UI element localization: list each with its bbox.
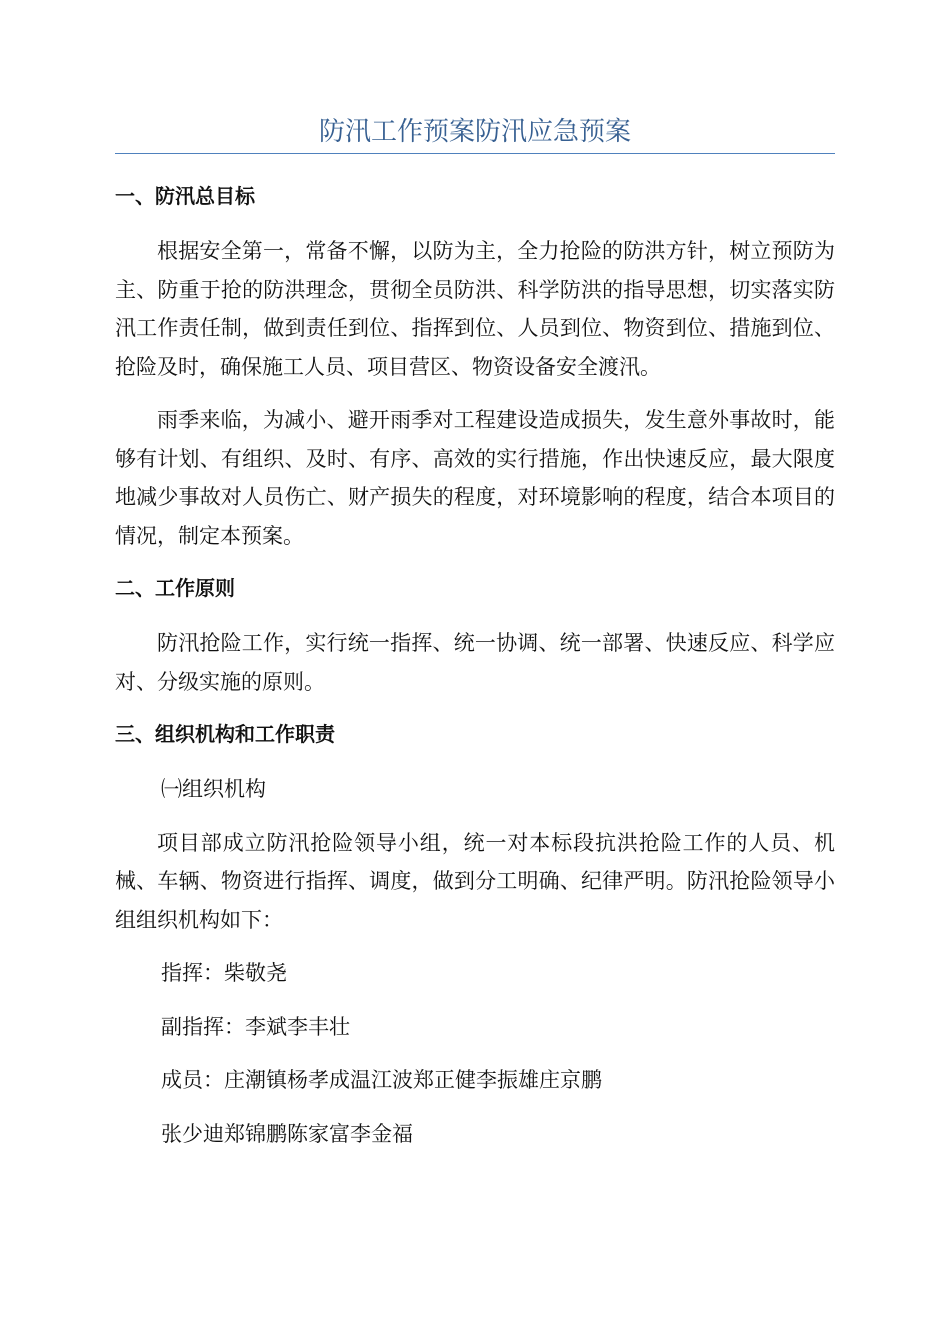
section-heading-principles: 二、工作原则 bbox=[115, 576, 235, 600]
document-body bbox=[115, 178, 835, 1168]
section-heading-goal: 一、防汛总目标 bbox=[115, 184, 255, 208]
organization-paragraph: 项目部成立防汛抢险领导小组，统一对本标段抗洪抢险工作的人员、机械、车辆、物资进行指挥、调度，做到分工明确、纪律严明。防汛抢险领导小组组织机构如下： bbox=[115, 830, 835, 932]
subheading-organization-structure: ㈠组织机构 bbox=[161, 777, 266, 801]
section-heading-organization: 三、组织机构和工作职责 bbox=[115, 722, 335, 746]
principles-paragraph: 防汛抢险工作，实行统一指挥、统一协调、统一部署、快速反应、科学应对、分级实施的原则。 bbox=[115, 631, 835, 694]
goal-paragraph-2: 雨季来临，为减小、避开雨季对工程建设造成损失，发生意外事故时，能够有计划、有组织、及时、有序、高效的实行措施，作出快速反应，最大限度地减少事故对人员伤亡、财产损失的程度，对环境影响的程度，结合本项目的情况，制定本预案。 bbox=[115, 408, 835, 548]
roster-deputy: 副指挥：李斌李丰壮 bbox=[161, 1014, 350, 1039]
document-title: 防汛工作预案防汛应急预案 bbox=[318, 117, 631, 147]
roster-members: 成员：庄潮镇杨孝成温江波郑正健李振雄庄京鹏 bbox=[161, 1068, 602, 1092]
roster-commander: 指挥：柴敬尧 bbox=[161, 961, 287, 985]
goal-paragraph-1: 根据安全第一，常备不懈，以防为主，全力抢险的防洪方针，树立预防为主、防重于抢的防洪理念，贯彻全员防洪、科学防洪的指导思想，切实落实防汛工作责任制，做到责任到位、指挥到位、人员到位、物资到位、措施到位、抢险及时，确保施工人员、项目营区、物资设备安全渡汛。 bbox=[115, 239, 835, 379]
title-underline bbox=[115, 153, 835, 154]
roster-members-continued: 张少迪郑锦鹏陈家富李金福 bbox=[161, 1121, 413, 1146]
